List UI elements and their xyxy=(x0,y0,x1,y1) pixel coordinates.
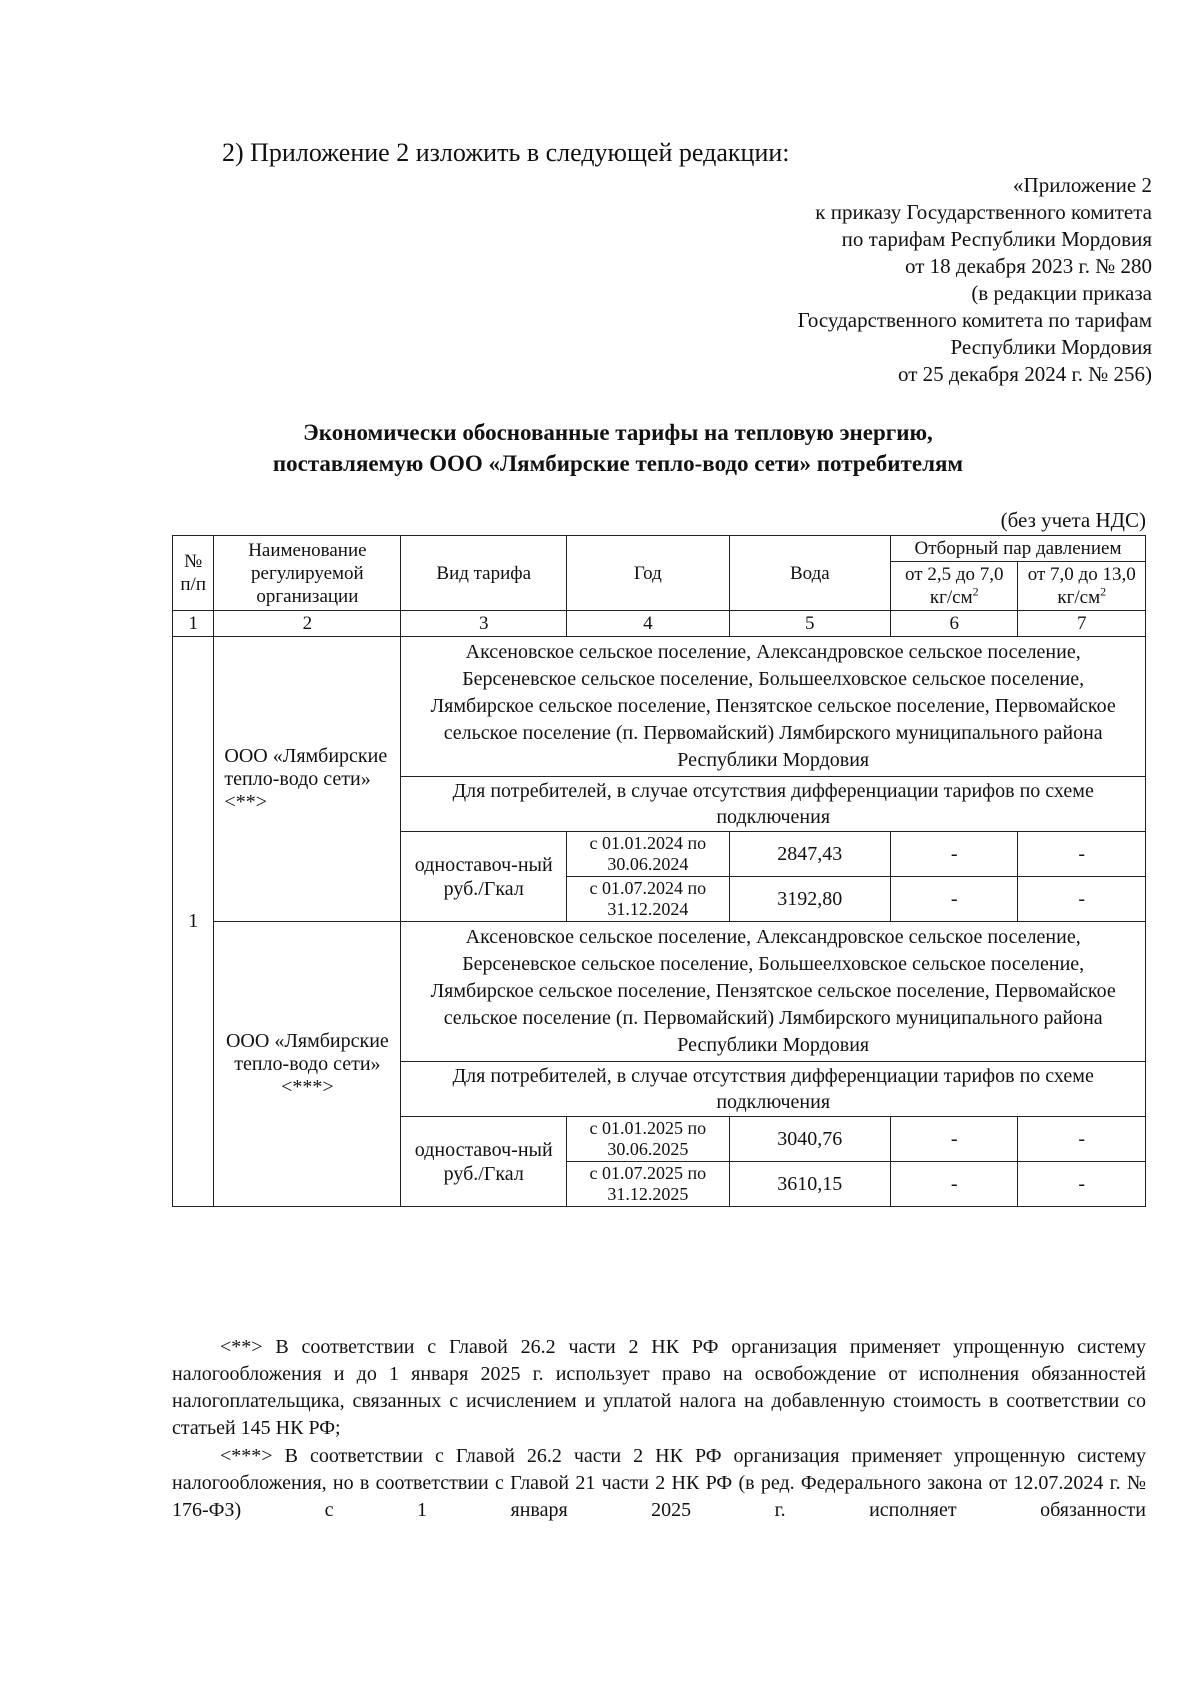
steam-high-tariff: - xyxy=(1018,877,1146,922)
appendix-line: от 25 декабря 2024 г. № 256) xyxy=(898,362,1152,386)
superscript: 2 xyxy=(972,584,979,599)
appendix-header xyxy=(592,172,1152,388)
column-index: 6 xyxy=(891,611,1018,637)
consumer-group: Для потребителей, в случае отсутствия дифференциации тарифов по схеме подключения xyxy=(401,777,1146,832)
tariff-type: одноставоч-ный руб./Гкал xyxy=(401,832,567,922)
period: с 01.01.2025 по 30.06.2025 xyxy=(567,1117,730,1162)
appendix-line: «Приложение 2 xyxy=(1013,173,1152,197)
footnote: <**> В соответствии с Главой 26.2 части 2 НК РФ организация применяет упрощенную систему налогообложения и до 1 января 2025 г. использует право на освобождение от исполнения обязанностей налогоплательщика, связанных с исчислением и уплатой налога на добавленную стоимость в соответствии со статьей 145 НК РФ; xyxy=(172,1336,1146,1439)
column-index: 4 xyxy=(567,611,730,637)
superscript: 2 xyxy=(1100,584,1107,599)
footnote: <***> В соответствии с Главой 26.2 части 2 НК РФ организация применяет упрощенную систему налогообложения, но в соответствии с Главой 21 части 2 НК РФ (в ред. Федерального закона от 12.07.2024 г. № 176-ФЗ) с 1 января 2025 г. исполняет обязанности xyxy=(172,1445,1146,1521)
steam-high-tariff: - xyxy=(1018,1162,1146,1207)
service-area: Аксеновское сельское поселение, Александровское сельское поселение, Берсеневское сельское поселение, Большеелховское сельское поселение, Лямбирское сельское поселение, Пензятское сельское поселение, Первомайское сельское поселение (п. Первомайский) Лямбирского муниципального района Республики Мордовия xyxy=(401,922,1146,1062)
appendix-line: по тарифам Республики Мордовия xyxy=(841,227,1152,251)
table-row xyxy=(173,922,1146,1062)
header-tariff-type: Вид тарифа xyxy=(401,536,567,611)
column-index: 2 xyxy=(214,611,401,637)
appendix-line: Государственного комитета по тарифам xyxy=(797,308,1152,332)
table-header-row xyxy=(173,536,1146,562)
period: с 01.07.2025 по 31.12.2025 xyxy=(567,1162,730,1207)
column-index-row xyxy=(173,611,1146,637)
period: с 01.07.2024 по 31.12.2024 xyxy=(567,877,730,922)
title-line-1: Экономически обоснованные тарифы на тепловую энергию, xyxy=(303,420,933,445)
org-name: ООО «Лямбирские тепло-водо сети» <**> xyxy=(214,637,401,922)
water-tariff: 3040,76 xyxy=(729,1117,890,1162)
period: с 01.01.2024 по 30.06.2024 xyxy=(567,832,730,877)
appendix-line: от 18 декабря 2023 г. № 280 xyxy=(905,254,1152,278)
column-index: 1 xyxy=(173,611,214,637)
tariff-table xyxy=(172,535,1146,1207)
header-num: № п/п xyxy=(173,536,214,611)
appendix-line: к приказу Государственного комитета xyxy=(815,200,1152,224)
org-name: ООО «Лямбирские тепло-водо сети» <***> xyxy=(214,922,401,1207)
document-title xyxy=(180,417,1056,479)
header-steam-low-text: от 2,5 до 7,0 кг/см xyxy=(905,564,1004,608)
water-tariff: 3192,80 xyxy=(729,877,890,922)
appendix-line: (в редакции приказа xyxy=(971,281,1152,305)
service-area: Аксеновское сельское поселение, Александровское сельское поселение, Берсеневское сельское поселение, Большеелховское сельское поселение, Лямбирское сельское поселение, Пензятское сельское поселение, Первомайское сельское поселение (п. Первомайский) Лямбирского муниципального района Республики Мордовия xyxy=(401,637,1146,777)
title-line-2: поставляемую ООО «Лямбирские тепло-водо сети» потребителям xyxy=(272,451,964,476)
header-year: Год xyxy=(567,536,730,611)
table-row xyxy=(173,637,1146,777)
steam-high-tariff: - xyxy=(1018,1117,1146,1162)
header-steam-low xyxy=(891,562,1018,611)
intro-text: 2) Приложение 2 изложить в следующей редакции: xyxy=(222,138,790,167)
row-number: 1 xyxy=(173,637,214,1207)
water-tariff: 2847,43 xyxy=(729,832,890,877)
header-org: Наименование регулируемой организации xyxy=(214,536,401,611)
steam-low-tariff: - xyxy=(891,1117,1018,1162)
header-steam-high xyxy=(1018,562,1146,611)
column-index: 5 xyxy=(729,611,890,637)
footnotes xyxy=(172,1334,1146,1525)
column-index: 7 xyxy=(1018,611,1146,637)
steam-low-tariff: - xyxy=(891,1162,1018,1207)
header-steam-high-text: от 7,0 до 13,0 кг/см xyxy=(1027,564,1136,608)
water-tariff: 3610,15 xyxy=(729,1162,890,1207)
header-steam: Отборный пар давлением xyxy=(891,536,1146,562)
consumer-group: Для потребителей, в случае отсутствия дифференциации тарифов по схеме подключения xyxy=(401,1062,1146,1117)
vat-note: (без учета НДС) xyxy=(1000,508,1146,532)
steam-high-tariff: - xyxy=(1018,832,1146,877)
steam-low-tariff: - xyxy=(891,832,1018,877)
header-water: Вода xyxy=(729,536,890,611)
appendix-line: Республики Мордовия xyxy=(950,335,1152,359)
steam-low-tariff: - xyxy=(891,877,1018,922)
tariff-type: одноставоч-ный руб./Гкал xyxy=(401,1117,567,1207)
column-index: 3 xyxy=(401,611,567,637)
